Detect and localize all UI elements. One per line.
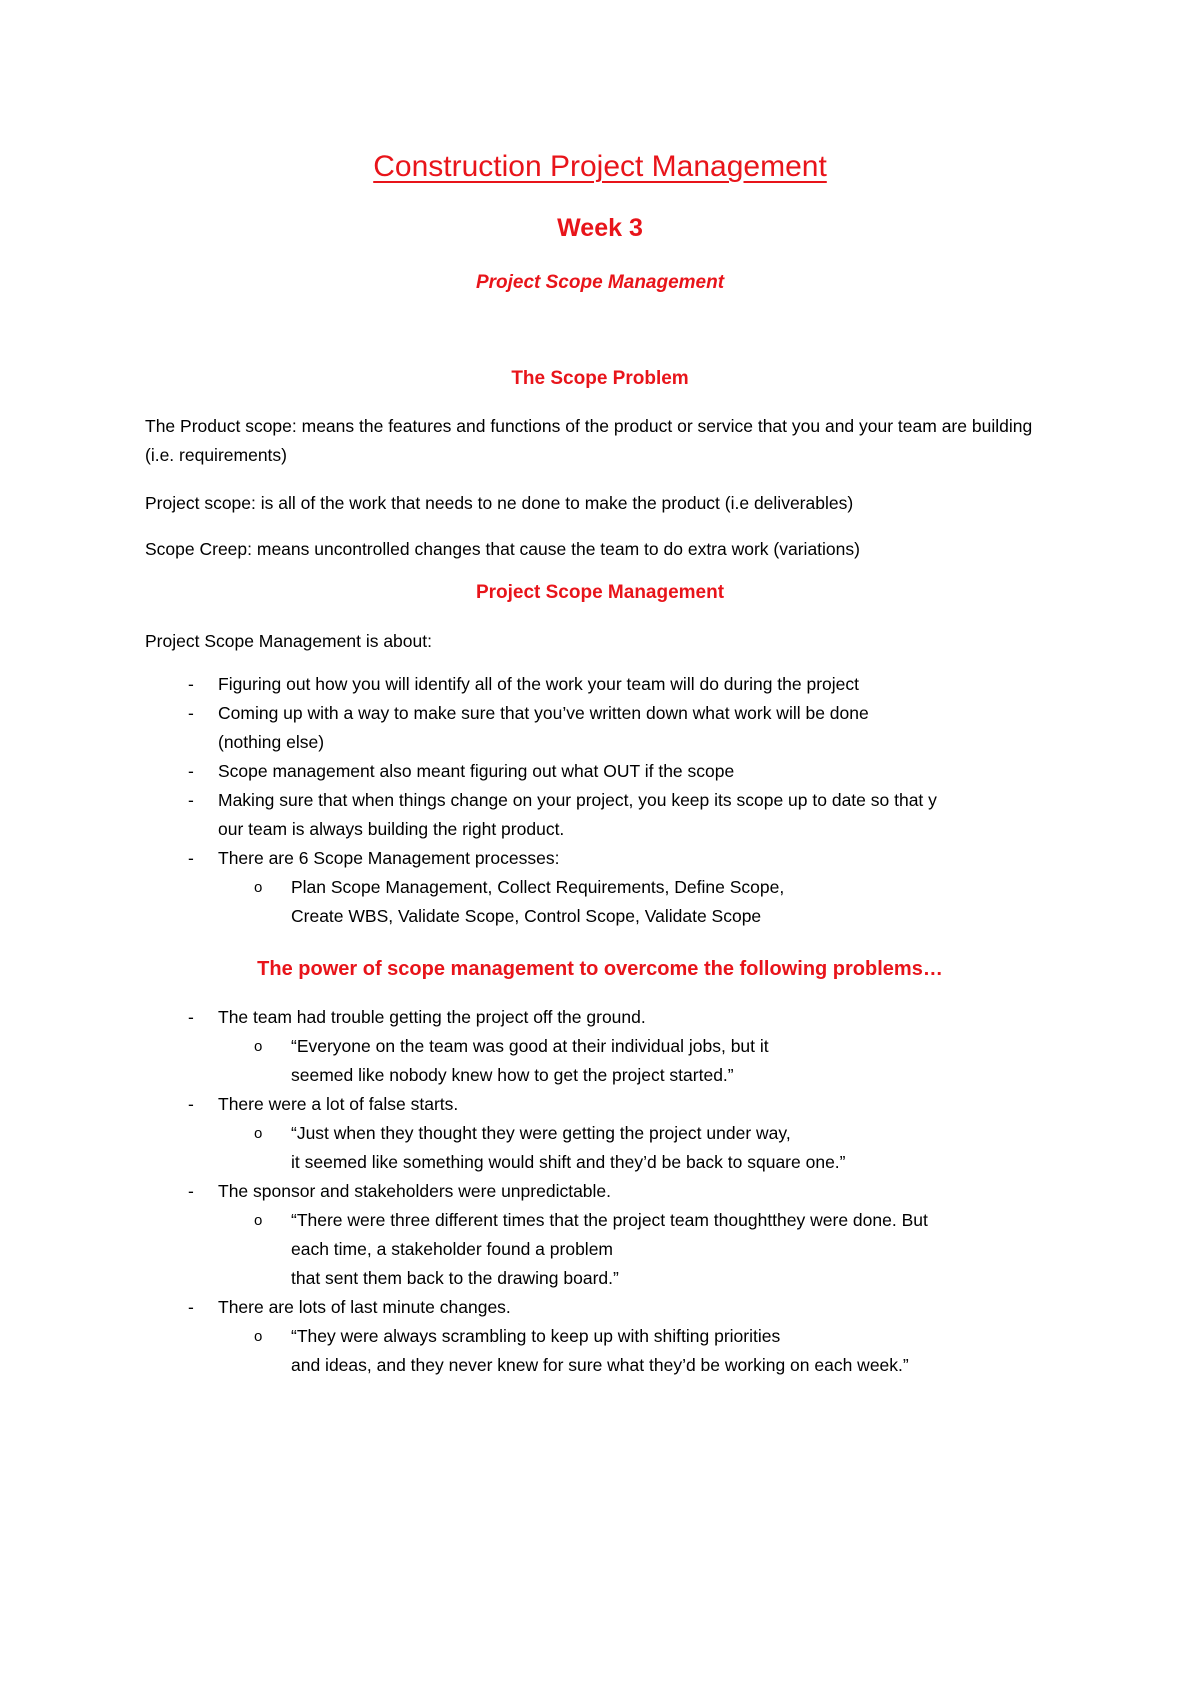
list-item bbox=[145, 699, 1085, 757]
dash-bullet: - bbox=[188, 674, 194, 694]
list-item bbox=[145, 1090, 1085, 1177]
dash-bullet: - bbox=[188, 1094, 194, 1114]
sub-list-item-text: “Just when they thought they were getting the project under way, bbox=[291, 1123, 791, 1143]
list-item bbox=[145, 757, 1085, 786]
sub-list bbox=[218, 1032, 1085, 1090]
list-item-text: The team had trouble getting the project off the ground. bbox=[218, 1007, 646, 1027]
list-item-text: There are 6 Scope Management processes: bbox=[218, 848, 560, 868]
sub-list-item-text: each time, a stakeholder found a problem bbox=[291, 1239, 613, 1259]
sub-list-item-text: seemed like nobody knew how to get the project started.” bbox=[291, 1065, 734, 1085]
dash-bullet: - bbox=[188, 1297, 194, 1317]
list-item-text: Figuring out how you will identify all of the work your team will do during the project bbox=[218, 674, 860, 694]
circle-bullet: o bbox=[254, 1038, 263, 1055]
dash-bullet: - bbox=[188, 703, 194, 723]
list-item bbox=[145, 1003, 1085, 1090]
list-item-text: (nothing else) bbox=[218, 732, 325, 752]
list-item-text: Scope management also meant figuring out what OUT if the scope bbox=[218, 761, 735, 781]
list-item bbox=[145, 1177, 1085, 1293]
psm-bullet-list bbox=[145, 670, 1085, 931]
paragraph-scope-creep: Scope Creep: means uncontrolled changes that cause the team to do extra work (variations) bbox=[145, 539, 860, 559]
sub-list-item-text: “Everyone on the team was good at their individual jobs, but it bbox=[291, 1036, 769, 1056]
document-title: Construction Project Management bbox=[373, 150, 827, 183]
list-item-text: our team is always building the right product. bbox=[218, 819, 565, 839]
dash-bullet: - bbox=[188, 1007, 194, 1027]
list-item-text: There are lots of last minute changes. bbox=[218, 1297, 511, 1317]
sub-list-item bbox=[218, 1119, 1085, 1177]
sub-list-item-text: Plan Scope Management, Collect Requirements, Define Scope, bbox=[291, 877, 785, 897]
paragraph-project-scope: Project scope: is all of the work that needs to ne done to make the product (i.e deliverables) bbox=[145, 493, 854, 513]
sub-list-item bbox=[218, 1322, 1085, 1380]
list-item bbox=[145, 786, 1085, 844]
circle-bullet: o bbox=[254, 879, 263, 896]
sub-list-item bbox=[218, 1032, 1085, 1090]
list-item bbox=[145, 1293, 1085, 1380]
sub-list-item-text: “There were three different times that the project team thoughtthey were done. But bbox=[291, 1210, 928, 1230]
list-item-text: Coming up with a way to make sure that you’ve written down what work will be done bbox=[218, 703, 869, 723]
sub-list-item-text: and ideas, and they never knew for sure what they’d be working on each week.” bbox=[291, 1355, 909, 1375]
dash-bullet: - bbox=[188, 761, 194, 781]
list-item bbox=[145, 844, 1085, 931]
sub-list-item-text: “They were always scrambling to keep up with shifting priorities bbox=[291, 1326, 781, 1346]
sub-list bbox=[218, 873, 1085, 931]
sub-list-item-text: that sent them back to the drawing board.” bbox=[291, 1268, 619, 1288]
week-label: Week 3 bbox=[557, 214, 643, 242]
dash-bullet: - bbox=[188, 1181, 194, 1201]
sub-list bbox=[218, 1322, 1085, 1380]
problems-bullet-list bbox=[145, 1003, 1085, 1380]
list-item-text: There were a lot of false starts. bbox=[218, 1094, 459, 1114]
list-item bbox=[145, 670, 1085, 699]
heading-scope-problem: The Scope Problem bbox=[511, 368, 689, 389]
sub-list-item-text: it seemed like something would shift and they’d be back to square one.” bbox=[291, 1152, 846, 1172]
circle-bullet: o bbox=[254, 1125, 263, 1142]
list-item-text: Making sure that when things change on your project, you keep its scope up to date so that y bbox=[218, 790, 937, 810]
list-item-text: The sponsor and stakeholders were unpredictable. bbox=[218, 1181, 612, 1201]
sub-list-item-text: Create WBS, Validate Scope, Control Scope, Validate Scope bbox=[291, 906, 762, 926]
dash-bullet: - bbox=[188, 848, 194, 868]
circle-bullet: o bbox=[254, 1328, 263, 1345]
heading-power-of-scope-management: The power of scope management to overcome the following problems… bbox=[257, 958, 943, 980]
paragraph-psm-intro: Project Scope Management is about: bbox=[145, 631, 432, 651]
circle-bullet: o bbox=[254, 1212, 263, 1229]
dash-bullet: - bbox=[188, 790, 194, 810]
document-subtitle: Project Scope Management bbox=[475, 272, 725, 293]
sub-list bbox=[218, 1206, 1085, 1293]
heading-project-scope-management: Project Scope Management bbox=[475, 582, 725, 603]
paragraph-product-scope: The Product scope: means the features and functions of the product or service that you and your team are building (i.e. requirements) bbox=[145, 416, 1033, 465]
sub-list-item bbox=[218, 873, 1085, 931]
sub-list-item bbox=[218, 1206, 1085, 1293]
sub-list bbox=[218, 1119, 1085, 1177]
